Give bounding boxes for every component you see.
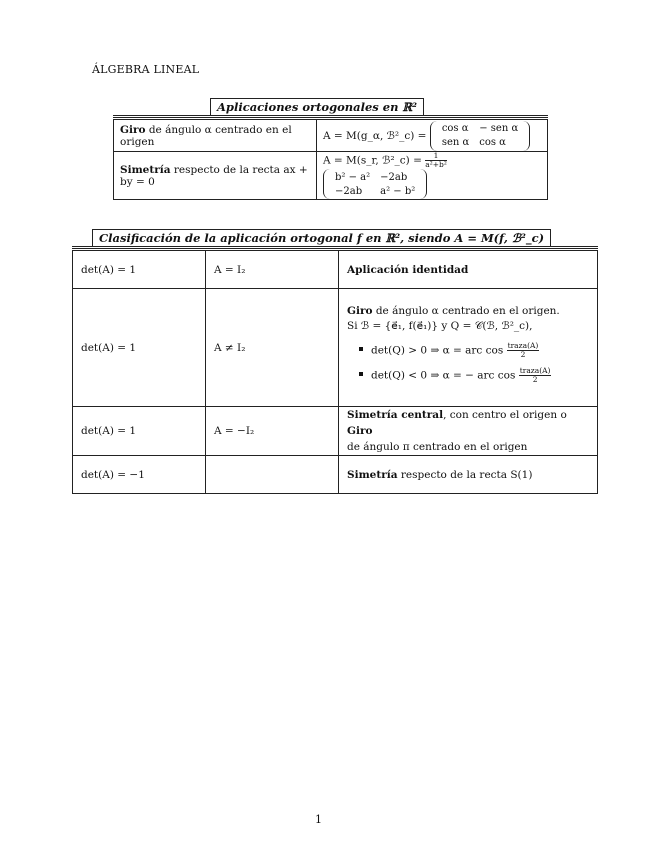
- fraction: [425, 152, 447, 169]
- matrix-cell: b² − a²: [335, 171, 371, 183]
- fraction-denominator: 2: [532, 374, 538, 384]
- description-text: , con centro el origen o: [443, 409, 567, 421]
- matrix-cell: cos α: [441, 123, 469, 134]
- list-item: [359, 367, 591, 384]
- rotation-matrix: [430, 121, 530, 151]
- fraction: [519, 367, 552, 384]
- bullet-text: det(Q) < 0 ⇒ α = − arc cos: [371, 369, 516, 381]
- condition-cell: A = I₂: [206, 251, 339, 289]
- map-name-bold: Simetría: [120, 163, 171, 176]
- fraction-denominator: a²+b²: [425, 160, 447, 169]
- determinant-cell: det(A) = 1: [73, 251, 206, 289]
- condition-cell: A ≠ I₂: [206, 289, 339, 407]
- table-row: [73, 407, 598, 456]
- matrix-cell: a² − b²: [380, 185, 416, 197]
- fraction-numerator: traza(A): [519, 365, 551, 375]
- title-rule: [72, 246, 598, 249]
- page-number: 1: [315, 813, 322, 826]
- formula-cell: [317, 152, 548, 200]
- matrix-cell: sen α: [441, 137, 470, 148]
- table-row: [73, 456, 598, 494]
- fraction-numerator: 1: [425, 152, 447, 161]
- fraction: [507, 342, 540, 359]
- matrix-cell: − sen α: [479, 123, 519, 134]
- description-text: de ángulo α centrado en el origen.: [372, 304, 560, 317]
- determinant-cell: det(A) = 1: [73, 289, 206, 407]
- description-cell: [339, 289, 598, 407]
- description-cell: [339, 456, 598, 494]
- angle-cases-list: [347, 342, 591, 384]
- fraction-numerator: traza(A): [507, 340, 539, 350]
- map-name-rest: respecto de la recta ax + by = 0: [120, 163, 308, 188]
- formula-lhs: A = M(g_α, ℬ²_c) =: [323, 129, 427, 142]
- table-row: [73, 289, 598, 407]
- map-name-bold: Giro: [120, 123, 146, 136]
- description-bold: Aplicación identidad: [347, 263, 469, 276]
- matrix-cell: cos α: [479, 137, 506, 148]
- determinant-cell: det(A) = 1: [73, 407, 206, 456]
- description-cell: [339, 407, 598, 456]
- description-text: respecto de la recta S(1): [397, 468, 533, 481]
- map-name-cell: [114, 120, 317, 152]
- reflection-matrix: [323, 169, 427, 199]
- table-row: [114, 120, 548, 152]
- list-item: [359, 342, 591, 359]
- matrix-cell: −2ab: [335, 185, 363, 197]
- description-line: de ángulo π centrado en el origen: [347, 441, 528, 453]
- description-cell: [339, 251, 598, 289]
- matrix-cell: −2ab: [380, 171, 408, 183]
- section-title-orthogonal-maps: Aplicaciones ortogonales en ℝ²: [210, 98, 424, 116]
- orthogonal-maps-table: [113, 119, 548, 200]
- table-row: [73, 251, 598, 289]
- description-bold: Giro: [347, 304, 373, 317]
- map-name-rest: de ángulo α centrado en el origen: [120, 123, 292, 148]
- description-bold: Giro: [347, 425, 373, 437]
- description-bold: Simetría: [347, 468, 398, 481]
- condition-cell: [206, 456, 339, 494]
- formula-cell: [317, 120, 548, 152]
- fraction-denominator: 2: [520, 349, 526, 359]
- map-name-cell: [114, 152, 317, 200]
- document-header: ÁLGEBRA LINEAL: [92, 63, 200, 76]
- title-rule: [113, 115, 548, 118]
- description-bold: Simetría central: [347, 409, 444, 421]
- classification-table: [72, 250, 598, 494]
- table-row: [114, 152, 548, 200]
- description-line: Si ℬ = {e⃗₁, f(e⃗₁)} y Q = 𝒞(ℬ, ℬ²_c),: [347, 319, 533, 332]
- determinant-cell: det(A) = −1: [73, 456, 206, 494]
- condition-cell: A = −I₂: [206, 407, 339, 456]
- formula-lhs: A = M(s_r, ℬ²_c) =: [323, 154, 422, 167]
- section-title-classification: Clasificación de la aplicación ortogonal f en ℝ², siendo A = M(f, ℬ²_c): [92, 229, 551, 247]
- bullet-text: det(Q) > 0 ⇒ α = arc cos: [371, 344, 504, 356]
